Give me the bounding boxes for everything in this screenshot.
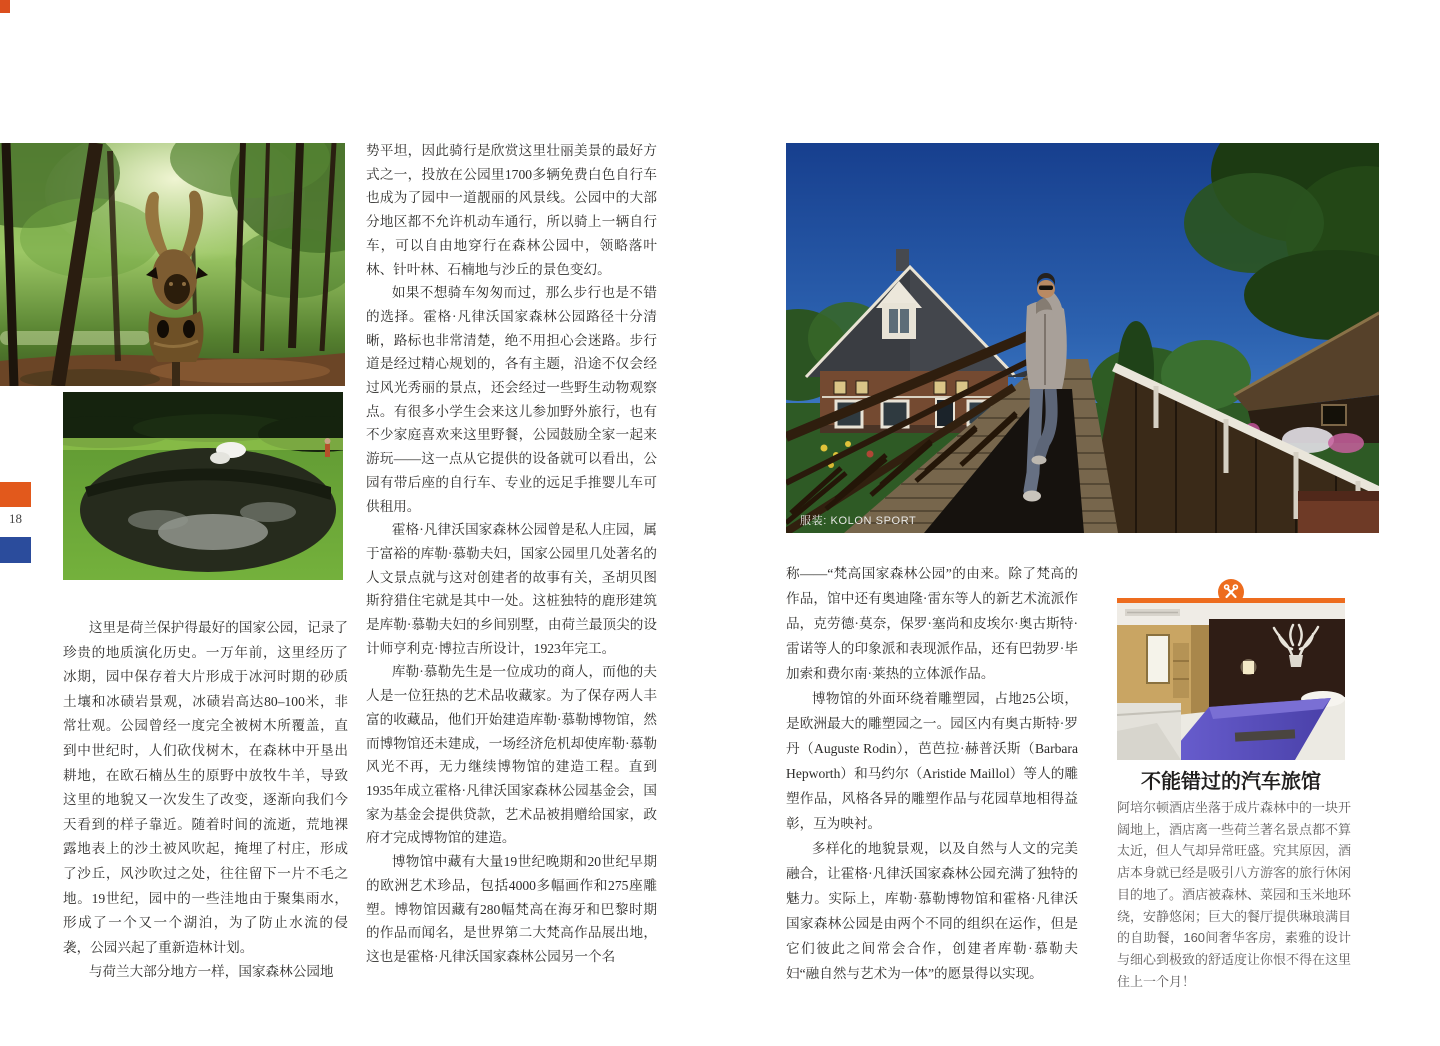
crossed-keys-icon bbox=[1218, 579, 1244, 605]
orange-accent-block bbox=[0, 482, 31, 507]
paragraph: 这里是荷兰保护得最好的国家公园，记录了珍贵的地质演化历史。一万年前，这里经历了冰期，园中保存着大片形成于冰河时期的砂质土壤和冰碛岩景观，冰碛岩高达80–100米，非常壮观。公园曾经一度完全被树木所覆盖，直到中世纪时，人们砍伐树木，在森林中开垦出耕地，在欧石楠丛生的原野中放牧牛羊，导致这里的地貌又一次发生了改变，逐渐向我们今天看到的样子靠近。随着时间的流逝，荒地裸露地表上的沙土被风吹起，掩埋了村庄，形成了沙丘，风沙吹过之处，往往留下一片不毛之地。19世纪，园中的一些洼地由于聚集雨水，形成了一个又一个湖泊，为了防止水流的侵袭，公园兴起了重新造林计划。 bbox=[63, 620, 348, 955]
paragraph: 如果不想骑车匆匆而过，那么步行也是不错的选择。霍格·凡律沃国家森林公园路径十分清晰，路标也非常清楚，绝不用担心会迷路。步行道是经过精心规划的，各有主题，沿途不仅会经过风光秀丽的景点，还会经过一些野生动物观察点。有很多小学生会来这儿参加野外旅行，也有不少家庭喜欢来这里野餐，公园鼓励全家一起来游玩——这一点从它提供的设备就可以看出，公园有带后座的自行车、专业的远足手推婴儿车可供租用。 bbox=[366, 285, 657, 514]
page-number: 18 bbox=[9, 511, 22, 526]
bridge-portrait-photo bbox=[786, 143, 1379, 533]
bridge-photo-art bbox=[786, 143, 1379, 533]
hotel-room-photo bbox=[1117, 603, 1345, 760]
paragraph: 博物馆的外面环绕着雕塑园，占地25公顷，是欧洲最大的雕塑园之一。园区内有奥古斯特·罗丹（Auguste Rodin），芭芭拉·赫普沃斯（Barbara Hepworth）和马约尔（Aristide Maillol）等人的雕塑作品，风格各异的雕塑作品与花园草地相得益彰，互为映衬。 bbox=[786, 691, 1078, 831]
paragraph: 与荷兰大部分地方一样，国家森林公园地 bbox=[88, 964, 334, 980]
sidebar-title: 不能错过的汽车旅馆 bbox=[1141, 771, 1321, 793]
paragraph: 称——“梵高国家森林公园”的由来。除了梵高的作品，馆中还有奥迪隆·雷东等人的新艺术流派作品，克劳德·莫奈，保罗·塞尚和皮埃尔·奥古斯特·雷诺等人的印象派和表现派作品，还有巴勃罗·毕加索和费尔南·莱热的立体派作品。 bbox=[786, 566, 1078, 681]
blue-accent-block bbox=[0, 537, 31, 563]
paragraph: 库勒·慕勒先生是一位成功的商人，而他的夫人是一位狂热的艺术品收藏家。为了保存两人丰富的收藏品，他们开始建造库勒·慕勒博物馆，然而博物馆还未建成，一场经济危机却使库勒·慕勒风光不再，无力继续博物馆的建造工程。直到1935年成立霍格·凡律沃国家森林公园基金会，国家为基金会提供贷款，艺术品被捐赠给国家，政府才完成博物馆的建造。 bbox=[366, 664, 657, 846]
hotel-photo-art bbox=[1117, 603, 1345, 760]
paragraph: 势平坦，因此骑行是欣赏这里壮丽美景的最好方式之一，投放在公园里1700多辆免费白色自行车也成为了园中一道靓丽的风景线。公园中的大部分地区都不允许机动车通行，所以骑上一辆自行车，可以自由地穿行在森林公园中，领略落叶林、针叶林、石楠地与沙丘的景色变幻。 bbox=[366, 143, 657, 277]
sidebar-body-text: 阿培尔顿酒店坐落于成片森林中的一块开阔地上，酒店离一些荷兰著名景点都不算太近，但人气却异常旺盛。究其原因，酒店本身就已经是吸引八方游客的旅行休闲目的地了。酒店被森林、菜园和玉米地环绕，安静悠闲；巨大的餐厅提供琳琅满目的自助餐，160间奢华客房，素雅的设计与细心到极致的舒适度让你恨不得在这里住上一个月！ bbox=[1117, 800, 1352, 989]
paragraph: 多样化的地貌景观，以及自然与人文的完美融合，让霍格·凡律沃国家森林公园充满了独特的魅力。实际上，库勒·慕勒博物馆和霍格·凡律沃国家森林公园是由两个不同的组织在运作，但是它们彼此之间常会合作，创建者库勒·慕勒夫妇“融自然与艺术为一体”的愿景得以实现。 bbox=[786, 841, 1078, 981]
paragraph: 霍格·凡律沃国家森林公园曾是私人庄园，属于富裕的库勒·慕勒夫妇，国家公园里几处著名的人文景点就与这对创建者的故事有关，圣胡贝图斯狩猎住宅就是其中一处。这桩独特的鹿形建筑是库勒·慕勒夫妇的乡间别墅，由荷兰最顶尖的设计师亨利克·博拉吉所设计，1923年完工。 bbox=[366, 522, 657, 656]
text-column-middle bbox=[366, 139, 657, 969]
paragraph: 博物馆中藏有大量19世纪晚期和20世纪早期的欧洲艺术珍品，包括4000多幅画作和275座雕塑。博物馆因藏有280幅梵高在海牙和巴黎时期的作品而闻名，是世界第二大梵高作品展出地，这也是霍格·凡律沃国家森林公园另一个名 bbox=[366, 854, 657, 964]
corner-accent-square bbox=[0, 0, 10, 13]
forest-sculpture-photo bbox=[0, 143, 345, 386]
pond-sculpture-photo bbox=[63, 392, 343, 580]
photo-caption: 服装: KOLON SPORT bbox=[800, 515, 917, 527]
pond-photo-art bbox=[63, 392, 343, 580]
text-column-left bbox=[63, 616, 348, 985]
text-column-right bbox=[786, 561, 1078, 986]
forest-photo-art bbox=[0, 143, 345, 386]
